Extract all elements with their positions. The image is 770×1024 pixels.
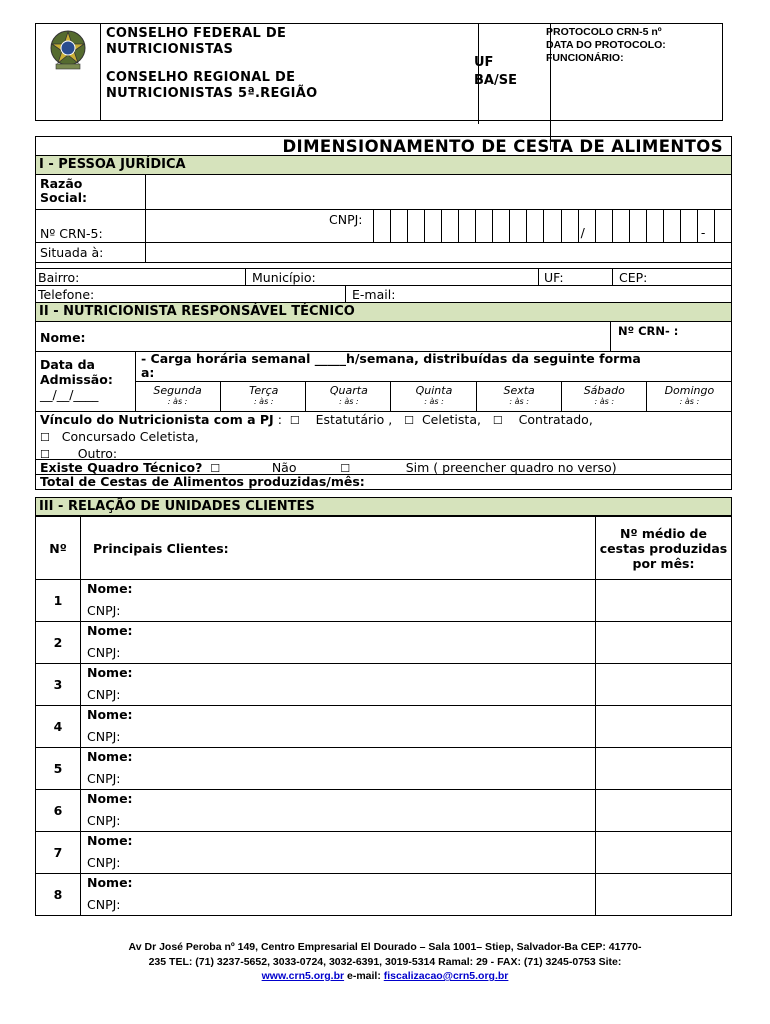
client-name-label: Nome: [87, 832, 133, 848]
protocol-number-label: PROTOCOLO CRN-5 nº [546, 26, 662, 38]
client-cnpj-label: CNPJ: [87, 854, 121, 870]
sim-label: Sim ( preencher quadro no verso) [405, 460, 617, 475]
clients-table [35, 516, 732, 916]
situada-row [35, 243, 732, 263]
cnpj-digit-box[interactable] [714, 210, 731, 242]
nutritionist-name-field[interactable] [96, 322, 606, 351]
cnpj-digit-box[interactable] [509, 210, 526, 242]
situada-label: Situada à: [40, 245, 104, 260]
logo-cell [36, 24, 101, 120]
email-prefix: e-mail: [344, 970, 384, 982]
contratado-checkbox[interactable]: ☐ [492, 414, 503, 427]
cnpj-digit-box[interactable] [663, 210, 680, 242]
telefone-label: Telefone: [38, 287, 95, 302]
contratado-label: Contratado, [518, 412, 593, 427]
cnpj-digit-boxes[interactable] [373, 210, 731, 242]
org1-line1: CONSELHO FEDERAL DE [106, 26, 287, 41]
weekday-2[interactable] [305, 382, 391, 412]
client-info[interactable] [81, 874, 596, 916]
email-link[interactable]: fiscalizacao@crn5.org.br [383, 970, 509, 982]
cnpj-digit-box[interactable] [595, 210, 612, 242]
weekday-name: Quinta [415, 384, 453, 397]
client-name-label: Nome: [87, 790, 133, 806]
header-table [35, 23, 723, 121]
workload-line1: - Carga horária semanal _____h/semana, distribuídas da seguinte forma [141, 351, 641, 366]
situada-field[interactable] [146, 243, 731, 262]
col-number-header: Nº [36, 517, 81, 580]
weekday-hours-blank: : às : [339, 397, 359, 406]
client-number: 7 [36, 832, 81, 874]
client-cnpj-label: CNPJ: [87, 644, 121, 660]
bond-label: Vínculo do Nutricionista com a PJ [40, 412, 274, 427]
nao-label: Não [271, 460, 297, 475]
admission-label-line1: Data da [40, 357, 95, 372]
cnpj-digit-box[interactable] [390, 210, 407, 242]
client-number: 2 [36, 622, 81, 664]
organization-names [100, 24, 479, 124]
section-2-header: II - NUTRICIONISTA RESPONSÁVEL TÉCNICO [35, 303, 732, 322]
cnpj-digit-box[interactable] [407, 210, 424, 242]
cnpj-digit-box[interactable] [680, 210, 697, 242]
address-row [35, 268, 732, 286]
municipio-label: Município: [252, 270, 316, 285]
weekday-hours-blank: : às : [253, 397, 274, 406]
client-name-label: Nome: [87, 580, 133, 596]
client-row [36, 874, 732, 916]
cnpj-label: CNPJ: [329, 212, 363, 227]
workload-line2: a: [141, 365, 155, 380]
client-average-field[interactable] [596, 832, 732, 874]
form [35, 136, 732, 916]
client-row [36, 748, 732, 790]
client-name-label: Nome: [87, 622, 133, 638]
cnpj-digit-box[interactable] [612, 210, 629, 242]
concursado-label: Concursado Celetista, [61, 429, 199, 444]
weekday-name: Segunda [153, 384, 202, 397]
client-average-field[interactable] [596, 748, 732, 790]
admission-date-blank[interactable]: __/__/____ [40, 387, 99, 402]
nutritionist-name-row [35, 322, 732, 352]
cnpj-dash: - [700, 225, 706, 240]
client-info[interactable] [81, 580, 596, 622]
weekday-5[interactable] [561, 382, 647, 412]
client-info[interactable] [81, 790, 596, 832]
col-clients-header: Principais Clientes: [81, 517, 596, 580]
cnpj-digit-box[interactable] [629, 210, 646, 242]
client-name-label: Nome: [87, 874, 133, 890]
weekday-3[interactable] [390, 382, 476, 412]
cnpj-digit-box[interactable] [475, 210, 492, 242]
col-average-header: Nº médio de cestas produzidas por mês: [596, 517, 732, 580]
section-1-header: I - PESSOA JURÍDICA [35, 156, 732, 175]
outro-label: Outro: [77, 446, 118, 461]
weekday-hours-blank: : às : [679, 397, 700, 406]
razao-social-field[interactable] [146, 175, 731, 209]
form-title: DIMENSIONAMENTO DE CESTA DE ALIMENTOS [35, 136, 732, 156]
uf-value: BA/SE [474, 73, 517, 88]
outro-checkbox[interactable]: ☐ [40, 448, 50, 461]
crn5-field[interactable] [146, 210, 326, 242]
client-name-label: Nome: [87, 706, 133, 722]
footer-address: Av Dr José Peroba nº 149, Centro Empresarial El Dourado – Sala 1001– Stiep, Salvador-Ba CEP: 41770- [128, 941, 642, 953]
crn-cnpj-row [35, 210, 732, 243]
nutritionist-crn-label: Nº CRN- : [618, 324, 679, 338]
estatutario-label: Estatutário , [315, 412, 393, 427]
cnpj-digit-box[interactable] [561, 210, 578, 242]
client-cnpj-label: CNPJ: [87, 770, 121, 786]
org2-line2: NUTRICIONISTAS 5ª.REGIÃO [106, 86, 318, 101]
uf-label: UF [474, 55, 494, 70]
org1-line2: NUTRICIONISTAS [106, 42, 234, 57]
nao-checkbox[interactable]: ☐ [210, 462, 221, 475]
client-cnpj-label: CNPJ: [87, 602, 121, 618]
section-3-header: III - RELAÇÃO DE UNIDADES CLIENTES [35, 497, 732, 516]
sim-checkbox[interactable]: ☐ [340, 462, 351, 475]
email-label: E-mail: [352, 287, 396, 302]
weekday-hours-blank: : às : [509, 397, 529, 406]
technical-staff-label: Existe Quadro Técnico? [40, 460, 203, 475]
client-info[interactable] [81, 622, 596, 664]
client-number: 1 [36, 580, 81, 622]
employment-bond-row [35, 412, 732, 460]
client-number: 8 [36, 874, 81, 916]
cnpj-digit-box[interactable] [526, 210, 543, 242]
razao-label-line2: Social: [40, 190, 88, 205]
uf-cell [466, 24, 551, 150]
protocol-cell [542, 24, 722, 124]
weekday-hours-blank: : às : [167, 397, 188, 406]
weekday-name: Terça [248, 384, 279, 397]
client-info[interactable] [81, 748, 596, 790]
cep-label: CEP: [619, 270, 648, 285]
site-link[interactable]: www.crn5.org.br [261, 970, 345, 982]
client-name-label: Nome: [87, 664, 133, 680]
cnpj-digit-box[interactable] [492, 210, 509, 242]
weekday-name: Domingo [664, 384, 715, 397]
client-average-field[interactable] [596, 874, 732, 916]
client-row [36, 664, 732, 706]
client-cnpj-label: CNPJ: [87, 728, 121, 744]
weekday-hours-blank: : às : [424, 397, 444, 406]
admission-label-line2: Admissão: [40, 372, 113, 387]
cnpj-digit-box[interactable] [543, 210, 560, 242]
clients-header-row [36, 517, 732, 580]
crn5-label: Nº CRN-5: [40, 226, 103, 241]
weekday-name: Quarta [329, 384, 368, 397]
bairro-label: Bairro: [38, 270, 80, 285]
client-average-field[interactable] [596, 622, 732, 664]
technical-staff-row [35, 460, 732, 475]
client-number: 6 [36, 790, 81, 832]
total-baskets-row: Total de Cestas de Alimentos produzidas/mês: [35, 475, 732, 490]
coat-of-arms-icon [48, 28, 88, 72]
cnpj-slash: / [580, 225, 585, 240]
client-number: 3 [36, 664, 81, 706]
weekday-name: Sexta [503, 384, 535, 397]
client-name-label: Nome: [87, 748, 133, 764]
org2-line1: CONSELHO REGIONAL DE [106, 70, 296, 85]
client-info[interactable] [81, 832, 596, 874]
weekday-4[interactable] [476, 382, 562, 412]
employee-label: FUNCIONÁRIO: [546, 52, 624, 64]
weekday-hours [135, 381, 731, 412]
celetista-checkbox[interactable]: ☐ [404, 414, 414, 427]
cnpj-digit-box[interactable] [424, 210, 441, 242]
estatutario-checkbox[interactable]: ☐ [289, 414, 300, 427]
cnpj-digit-box[interactable] [697, 210, 714, 242]
client-cnpj-label: CNPJ: [87, 686, 121, 702]
client-cnpj-label: CNPJ: [87, 812, 121, 828]
client-cnpj-label: CNPJ: [87, 896, 121, 912]
protocol-date-label: DATA DO PROTOCOLO: [546, 39, 666, 51]
cnpj-digit-box[interactable] [373, 210, 390, 242]
client-row [36, 580, 732, 622]
nutritionist-name-label: Nome: [40, 330, 86, 345]
uf-field-label: UF: [544, 270, 564, 285]
weekday-6[interactable] [646, 382, 732, 412]
client-info[interactable] [81, 706, 596, 748]
client-row [36, 706, 732, 748]
razao-social-row [35, 175, 732, 210]
client-average-field[interactable] [596, 664, 732, 706]
footer-phones: 235 TEL: (71) 3237-5652, 3033-0724, 3032-6391, 3019-5314 Ramal: 29 - FAX: (71) 3245-0753 Site: [148, 955, 622, 968]
cnpj-digit-box[interactable] [646, 210, 663, 242]
client-average-field[interactable] [596, 790, 732, 832]
client-average-field[interactable] [596, 580, 732, 622]
client-info[interactable] [81, 664, 596, 706]
weekday-hours-blank: : às : [594, 397, 615, 406]
weekday-0[interactable] [135, 382, 220, 412]
celetista-label: Celetista, [421, 412, 481, 427]
client-row [36, 832, 732, 874]
client-row [36, 790, 732, 832]
client-average-field[interactable] [596, 706, 732, 748]
footer [40, 940, 730, 984]
razao-label-line1: Razão [40, 176, 83, 191]
schedule-row [35, 352, 732, 412]
client-row [36, 622, 732, 664]
client-number: 5 [36, 748, 81, 790]
cnpj-digit-box[interactable] [441, 210, 458, 242]
concursado-checkbox[interactable]: ☐ [40, 431, 50, 444]
client-number: 4 [36, 706, 81, 748]
weekday-1[interactable] [220, 382, 306, 412]
contact-row [35, 286, 732, 303]
cnpj-digit-box[interactable] [458, 210, 475, 242]
bond-separator: : [273, 412, 282, 427]
weekday-name: Sábado [583, 384, 625, 397]
